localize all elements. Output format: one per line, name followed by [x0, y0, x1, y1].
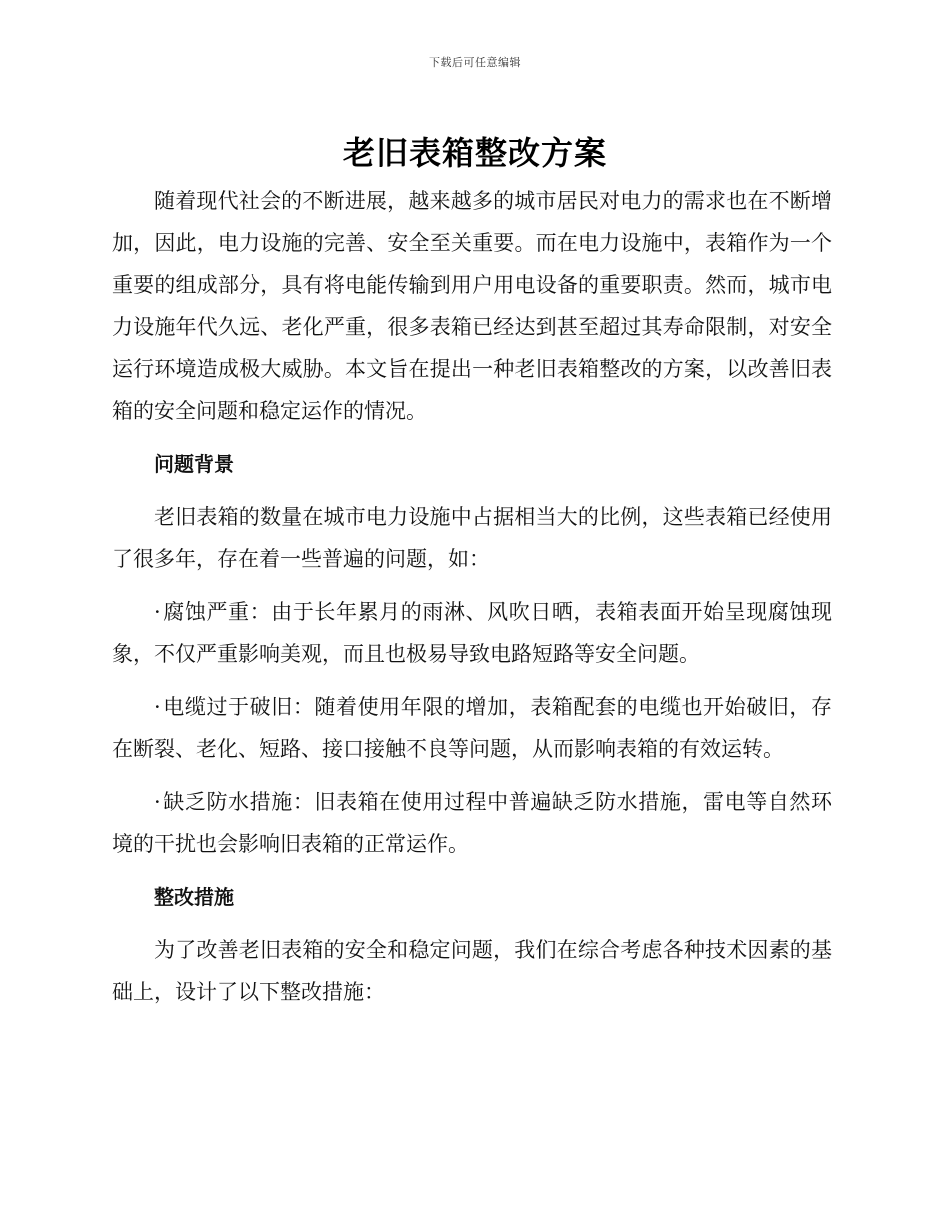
bullet-item: [112, 686, 832, 770]
document-title: 老旧表箱整改方案: [342, 134, 607, 172]
intro-paragraph: 随着现代社会的不断进展，越来越多的城市居民对电力的需求也在不断增加，因此，电力设施的完善、安全至关重要。而在电力设施中，表箱作为一个重要的组成部分，具有将电能传输到用户用电设备的重要职责。然而，城市电力设施年代久远、老化严重，很多表箱已经达到甚至超过其寿命限制，对安全运行环境造成极大威胁。本文旨在提出一种老旧表箱整改的方案，以改善旧表箱的安全问题和稳定运作的情况。: [112, 189, 832, 423]
bullet-item: [112, 781, 832, 865]
bullet-item: [112, 591, 832, 675]
bullet-text-waterproof: 缺乏防水措施：旧表箱在使用过程中普遍缺乏防水措施，雷电等自然环境的干扰也会影响旧表箱的正常运作。: [112, 790, 832, 856]
measures-paragraph: 为了改善老旧表箱的安全和稳定问题，我们在综合考虑各种技术因素的基础上，设计了以下整改措施：: [112, 938, 832, 1004]
bullet-text-cable: 电缆过于破旧：随着使用年限的增加，表箱配套的电缆也开始破旧，存在断裂、老化、短路、接口接触不良等问题，从而影响表箱的有效运转。: [112, 695, 832, 761]
document-body: [112, 180, 832, 1013]
background-paragraph: 老旧表箱的数量在城市电力设施中占据相当大的比例，这些表箱已经使用了很多年，存在着一些普遍的问题，如：: [112, 505, 832, 571]
bullet-dot-icon: ·: [154, 695, 161, 719]
bullet-dot-icon: ·: [154, 790, 161, 814]
page-header-note: 下载后可任意编辑: [429, 56, 521, 69]
bullet-dot-icon: ·: [154, 600, 161, 624]
bullet-text-corrosion: 腐蚀严重：由于长年累月的雨淋、风吹日晒，表箱表面开始呈现腐蚀现象，不仅严重影响美观，而且也极易导致电路短路等安全问题。: [112, 600, 832, 666]
section-heading-measures: 整改措施: [154, 885, 234, 909]
section-heading-background: 问题背景: [154, 452, 234, 476]
